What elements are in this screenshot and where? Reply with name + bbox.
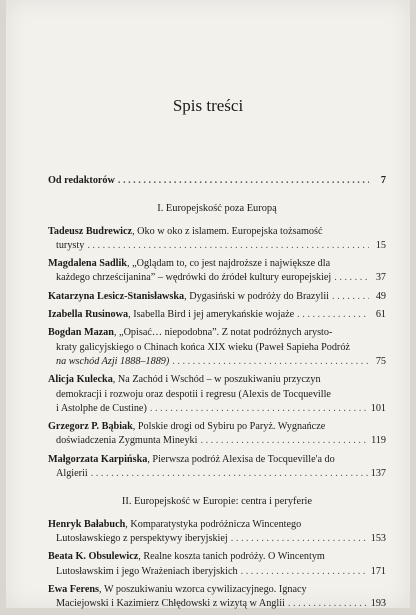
author-name: Henryk Bałabuch bbox=[48, 518, 126, 530]
leader-dots bbox=[297, 308, 369, 322]
leader-dots bbox=[241, 565, 368, 579]
entry-text: Algierii bbox=[56, 468, 88, 480]
entry-text: , Isabella Bird i jej amerykańskie wojaże bbox=[128, 309, 295, 321]
toc-entry bbox=[48, 225, 386, 254]
entry-text: każdego chrześcijanina” – wędrówki do źródeł kultury europejskiej bbox=[56, 272, 332, 284]
entry-text: , Polskie drogi od Sybiru po Paryż. Wygnańcze bbox=[132, 421, 326, 433]
leader-dots bbox=[288, 597, 368, 611]
entry-text: , Realne koszta tanich podróży. O Wincentym bbox=[138, 551, 325, 563]
author-name: Ewa Ferens bbox=[48, 583, 100, 595]
entry-text: kraty galicyjskiego o Chinach końca XIX wieku (Paweł Sapieha Podróż bbox=[56, 341, 350, 353]
toc-entry bbox=[48, 518, 386, 547]
entry-text: , W poszukiwaniu wzorca cywilizacyjnego. Ignacy bbox=[99, 583, 307, 595]
author-name: Katarzyna Lesicz-Stanisławska bbox=[48, 290, 185, 302]
author-name: Małgorzata Karpińska bbox=[48, 453, 148, 465]
page-number: 7 bbox=[380, 175, 386, 186]
entry-text: , Komparatystyka podróżnicza Wincentego bbox=[125, 518, 302, 530]
page-number: 137 bbox=[370, 468, 386, 480]
entry-text: , Pierwsza podróż Alexisa de Tocqueville'a do bbox=[147, 453, 335, 465]
page-number: 49 bbox=[375, 290, 386, 302]
page-number: 193 bbox=[370, 598, 386, 610]
leader-dots bbox=[150, 402, 368, 416]
author-name: Izabella Rusinowa bbox=[48, 309, 129, 321]
leader-dots bbox=[332, 290, 369, 304]
leader-dots bbox=[200, 434, 368, 448]
leader-dots bbox=[118, 174, 369, 188]
entry-text: Maciejowski i Kazimierz Chłędowski z wizytą w Anglii bbox=[56, 598, 285, 610]
entry-text: Lutosławskim i jego Wrażeniach iberyjskich bbox=[56, 565, 238, 577]
page-number: 153 bbox=[370, 532, 386, 544]
leader-dots bbox=[87, 239, 369, 253]
toc-entry bbox=[48, 420, 386, 449]
entry-text: , Dygasiński w podróży do Brazylii bbox=[184, 290, 329, 302]
page-number: 101 bbox=[370, 402, 386, 414]
entry-text: demokracji i rozwoju oraz despotii i regresu (Alexis de Tocqueville bbox=[56, 388, 331, 400]
entry-text: na wschód Azji 1888–1889) bbox=[56, 355, 170, 367]
page-title: Spis treści bbox=[172, 96, 244, 115]
toc-entry bbox=[48, 453, 386, 482]
entry-text: , „Opisać… niepodobna”. Z notat podróżnych arysto- bbox=[113, 327, 333, 339]
page-number: 15 bbox=[375, 239, 386, 251]
book-page bbox=[6, 0, 410, 608]
table-of-contents bbox=[48, 174, 386, 615]
page-number: 171 bbox=[370, 565, 386, 577]
page-number: 75 bbox=[375, 355, 386, 367]
author-name: Bogdan Mazan bbox=[48, 327, 114, 339]
entry-text: Lutosławskiego z perspektywy iberyjskiej bbox=[56, 532, 228, 544]
entry-title: Od redaktorów bbox=[48, 175, 115, 186]
toc-entry bbox=[48, 308, 386, 322]
entry-text: , Na Zachód i Wschód – w poszukiwaniu przyczyn bbox=[112, 374, 321, 386]
entry-text: , Oko w oko z islamem. Europejska tożsamość bbox=[132, 225, 323, 237]
leader-dots bbox=[91, 467, 368, 481]
author-name: Alicja Kulecka bbox=[48, 374, 113, 386]
section-heading: I. Europejskość poza Europą bbox=[157, 203, 277, 215]
toc-entry bbox=[48, 583, 386, 612]
page-number: 119 bbox=[371, 435, 386, 447]
author-name: Tadeusz Budrewicz bbox=[48, 225, 133, 237]
leader-dots bbox=[334, 271, 369, 285]
toc-entry bbox=[48, 257, 386, 286]
entry-text: turysty bbox=[56, 239, 85, 251]
toc-entry bbox=[48, 290, 386, 304]
entry-text: , „Oglądam to, co jest najdroższe i największe dla bbox=[126, 258, 331, 270]
page-number: 37 bbox=[375, 272, 386, 284]
author-name: Magdalena Sadlik bbox=[48, 258, 127, 270]
page-number: 61 bbox=[375, 309, 386, 321]
toc-entry bbox=[48, 326, 386, 369]
toc-entry-editors bbox=[48, 174, 386, 188]
author-name: Beata K. Obsulewicz bbox=[48, 551, 139, 563]
entry-text: i Astolphe de Custine) bbox=[56, 402, 147, 414]
entry-text: doświadczenia Zygmunta Mineyki bbox=[56, 435, 198, 447]
leader-dots bbox=[172, 355, 369, 369]
section-heading: II. Europejskość w Europie: centra i peryferie bbox=[121, 496, 313, 508]
author-name: Grzegorz P. Bąbiak bbox=[48, 421, 133, 433]
toc-entry bbox=[48, 373, 386, 416]
toc-entry bbox=[48, 550, 386, 579]
leader-dots bbox=[231, 532, 368, 546]
